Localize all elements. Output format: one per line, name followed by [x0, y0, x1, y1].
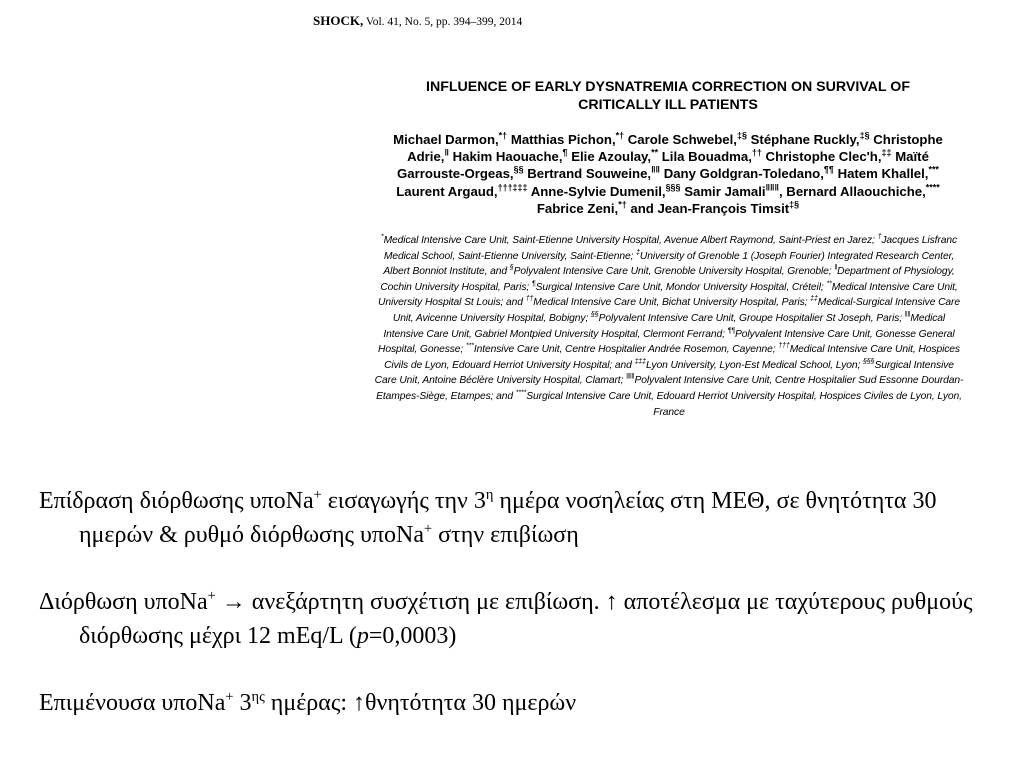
affiliation-text: Medical Intensive Care Unit, Bichat University Hospital, Paris; [533, 297, 811, 309]
journal-citation [313, 13, 522, 29]
journal-name: SHOCK, [313, 13, 364, 28]
affiliation-text: Polyvalent Intensive Care Unit, Groupe Hospitalier St Joseph, Paris; [598, 312, 905, 324]
author [779, 184, 940, 199]
author-affiliation-mark: ‡§ [736, 130, 747, 141]
author [628, 132, 747, 147]
affiliation-mark: ¶¶ [727, 327, 735, 335]
author-affiliation-mark: ‖ [444, 147, 449, 158]
author-affiliation-mark: †† [751, 147, 762, 158]
bullet-text: ημέρας: ↑θνητότητα 30 ημερών [264, 690, 577, 716]
author [531, 184, 681, 199]
journal-volume-details: Vol. 41, No. 5, pp. 394–399, 2014 [365, 16, 523, 28]
affiliation-mark: **** [515, 389, 527, 397]
author [527, 166, 660, 181]
affiliation-mark: † [877, 233, 882, 241]
author [630, 201, 799, 216]
author-name: Christophe Adrie, [407, 132, 943, 165]
bullet-text: 3 [233, 690, 252, 716]
affiliation-text: Medical-Surgical Intensive Care Unit, Avicenne University Hospital, Bobigny; [392, 297, 961, 324]
author [664, 166, 834, 181]
affiliation-mark: ‖‖ [904, 311, 911, 319]
affiliation-text: Department of Physiology, Cochin University Hospital, Paris; [380, 266, 955, 293]
author-affiliation-mark: *† [618, 199, 627, 210]
affiliation-mark: §§§ [863, 358, 875, 366]
affiliation-mark: *** [465, 342, 474, 350]
author-name: Matthias Pichon, [510, 132, 616, 147]
affiliation-text: Surgical Intensive Care Unit, Mondor University Hospital, Créteil; [535, 281, 827, 293]
p-value-symbol: p [356, 623, 369, 649]
author-name: Dany Goldgran-Toledano, [663, 166, 824, 182]
affiliation-text: Jacques Lisfranc Medical School, Saint-Etienne University, Saint-Etienne; [383, 235, 958, 262]
superscript: + [207, 588, 216, 604]
affiliation-mark: ‖ [834, 264, 838, 272]
author-affiliation-mark: ¶ [562, 147, 568, 158]
author [396, 184, 527, 199]
affiliation-text: University of Grenoble 1 (Joseph Fourier) Integrated Research Center, Albert Bonniot Institute, and [383, 250, 955, 278]
affiliation-text: Medical Intensive Care Unit, Saint-Etienne University Hospital, Avenue Albert Raymond, Saint-Priest en Jarez; [383, 235, 878, 246]
paper-title-line: INFLUENCE OF EARLY DYSNATREMIA CORRECTION ON SURVIVAL OF [426, 79, 910, 95]
author-affiliation-mark: **** [925, 182, 940, 193]
affiliation-mark: ‡‡‡ [634, 358, 646, 366]
bullet-text: Επίδραση διόρθωσης υποNa [39, 488, 314, 514]
author [453, 149, 568, 164]
bullet-point [39, 585, 1004, 653]
author [766, 149, 892, 164]
author-affiliation-mark: §§ [513, 165, 524, 176]
bullet-text: → ανεξάρτητη συσχέτιση με επιβίωση. ↑ αποτέλεσμα με ταχύτερους ρυθμούς διόρθωσης μέχρι 12 mEq/L ( [79, 589, 973, 649]
superscript: + [313, 487, 322, 503]
affiliation-text: Polyvalent Intensive Care Unit, Centre Hospitalier Sud Essonne Dourdan-Etampes-Siège, Etampes; and [376, 375, 964, 402]
author-name: Maïté Garrouste-Orgeas, [397, 149, 929, 182]
affiliation-text: Intensive Care Unit, Centre Hospitalier Andrée Rosemon, Cayenne; [473, 344, 779, 356]
affiliation-mark: ‖‖‖ [626, 373, 635, 381]
author-name: Anne-Sylvie Dumenil, [530, 183, 666, 199]
affiliation-text: Medical Intensive Care Unit, Gabriel Montpied University Hospital, Clermont Ferrand; [383, 312, 946, 340]
affiliation-text: Surgical Intensive Care Unit, Edouard Herriot University Hospital, Hospices Civiles de Lyon, Lyon, France [526, 390, 962, 418]
author-name: Samir Jamali [684, 183, 766, 199]
bullet-text: ημέρα νοσηλείας στη ΜΕΘ, σε θνητότητα 30 ημερών & ρυθμό διόρθωσης υποNa [79, 488, 937, 548]
affiliation-mark: ¶ [531, 280, 536, 288]
bullet-text: εισαγωγής την 3 [321, 488, 486, 514]
superscript: + [225, 689, 234, 705]
affiliation-mark: ††† [778, 342, 790, 350]
author [684, 184, 779, 199]
author-affiliation-mark: ¶¶ [823, 165, 834, 176]
author [751, 132, 870, 147]
author-name: Michael Darmon, [393, 132, 499, 147]
affiliation-text: Medical Intensive Care Unit, Hospices Civils de Lyon, Edouard Herriot University Hospital; and [384, 344, 960, 371]
author-affiliation-mark: §§§ [665, 182, 681, 193]
author-affiliation-mark: *† [615, 130, 625, 141]
superscript: + [424, 521, 433, 537]
bullet-point [39, 484, 1004, 552]
bullet-text: =0,0003) [368, 623, 457, 649]
affiliation-mark: § [509, 264, 514, 272]
author-affiliation-mark: ‡§ [859, 130, 870, 141]
author [571, 149, 658, 164]
bullet-text: Επιμένουσα υποNa [39, 690, 226, 716]
paper-title [372, 78, 964, 114]
author-name: Fabrice Zeni, [536, 200, 619, 216]
author-name: Laurent Argaud, [396, 183, 498, 199]
bullet-text: Διόρθωση υποNa [39, 589, 208, 615]
affiliation-mark: ‡‡ [810, 295, 818, 303]
author-affiliation-mark: ‖‖‖ [765, 182, 779, 193]
author-list [372, 131, 964, 217]
author-affiliation-mark: ‡§ [789, 199, 800, 210]
affiliation-list [374, 233, 964, 420]
affiliation-text: Lyon University, Lyon-Est Medical School, Lyon; [645, 359, 864, 371]
author [537, 201, 627, 216]
affiliation-mark: * [380, 233, 384, 241]
affiliation-mark: ‡ [636, 249, 640, 257]
slide-bullets [39, 484, 1004, 720]
affiliation-mark: †† [525, 295, 534, 303]
author-name: Stéphane Ruckly, [750, 132, 860, 147]
bullet-text: στην επιβίωση [432, 522, 579, 548]
author-name: Hatem Khallel, [837, 166, 929, 182]
author [838, 166, 939, 181]
bullet-point [39, 686, 1004, 720]
affiliation-text: Surgical Intensive Care Unit, Antoine Béclère University Hospital, Clamart; [374, 359, 954, 387]
affiliation-mark: ** [826, 280, 832, 288]
author-name: Bertrand Souweine, [527, 166, 652, 182]
superscript: η [485, 487, 494, 503]
author-name: Carole Schwebel, [627, 132, 737, 147]
author-name: and Jean-François Timsit [630, 200, 790, 216]
author [393, 132, 507, 147]
paper-title-line: CRITICALLY ILL PATIENTS [578, 97, 758, 113]
author-affiliation-mark: †††‡‡‡ [497, 182, 528, 193]
affiliation-text: Medical Intensive Care Unit, University Hospital St Louis; and [377, 281, 958, 309]
author-name: Elie Azoulay, [571, 149, 652, 165]
author-name: , Bernard Allaouchiche, [778, 183, 926, 199]
author-affiliation-mark: *† [498, 130, 508, 141]
author-affiliation-mark: ** [651, 147, 659, 158]
author [511, 132, 624, 147]
author [662, 149, 762, 164]
author-name: Lila Bouadma, [661, 149, 752, 165]
author-name: Christophe Clec'h, [765, 149, 882, 165]
author-affiliation-mark: ‡‡ [881, 147, 892, 158]
affiliation-text: Polyvalent Intensive Care Unit, Gonesse General Hospital, Gonesse; [378, 328, 955, 356]
author-affiliation-mark: *** [928, 165, 939, 176]
author-affiliation-mark: ‖‖ [651, 165, 661, 176]
superscript: ης [251, 689, 265, 705]
affiliation-text: Polyvalent Intensive Care Unit, Grenoble University Hospital, Grenoble; [513, 266, 835, 278]
affiliation-mark: §§ [590, 311, 599, 319]
author-name: Hakim Haouache, [452, 149, 563, 165]
